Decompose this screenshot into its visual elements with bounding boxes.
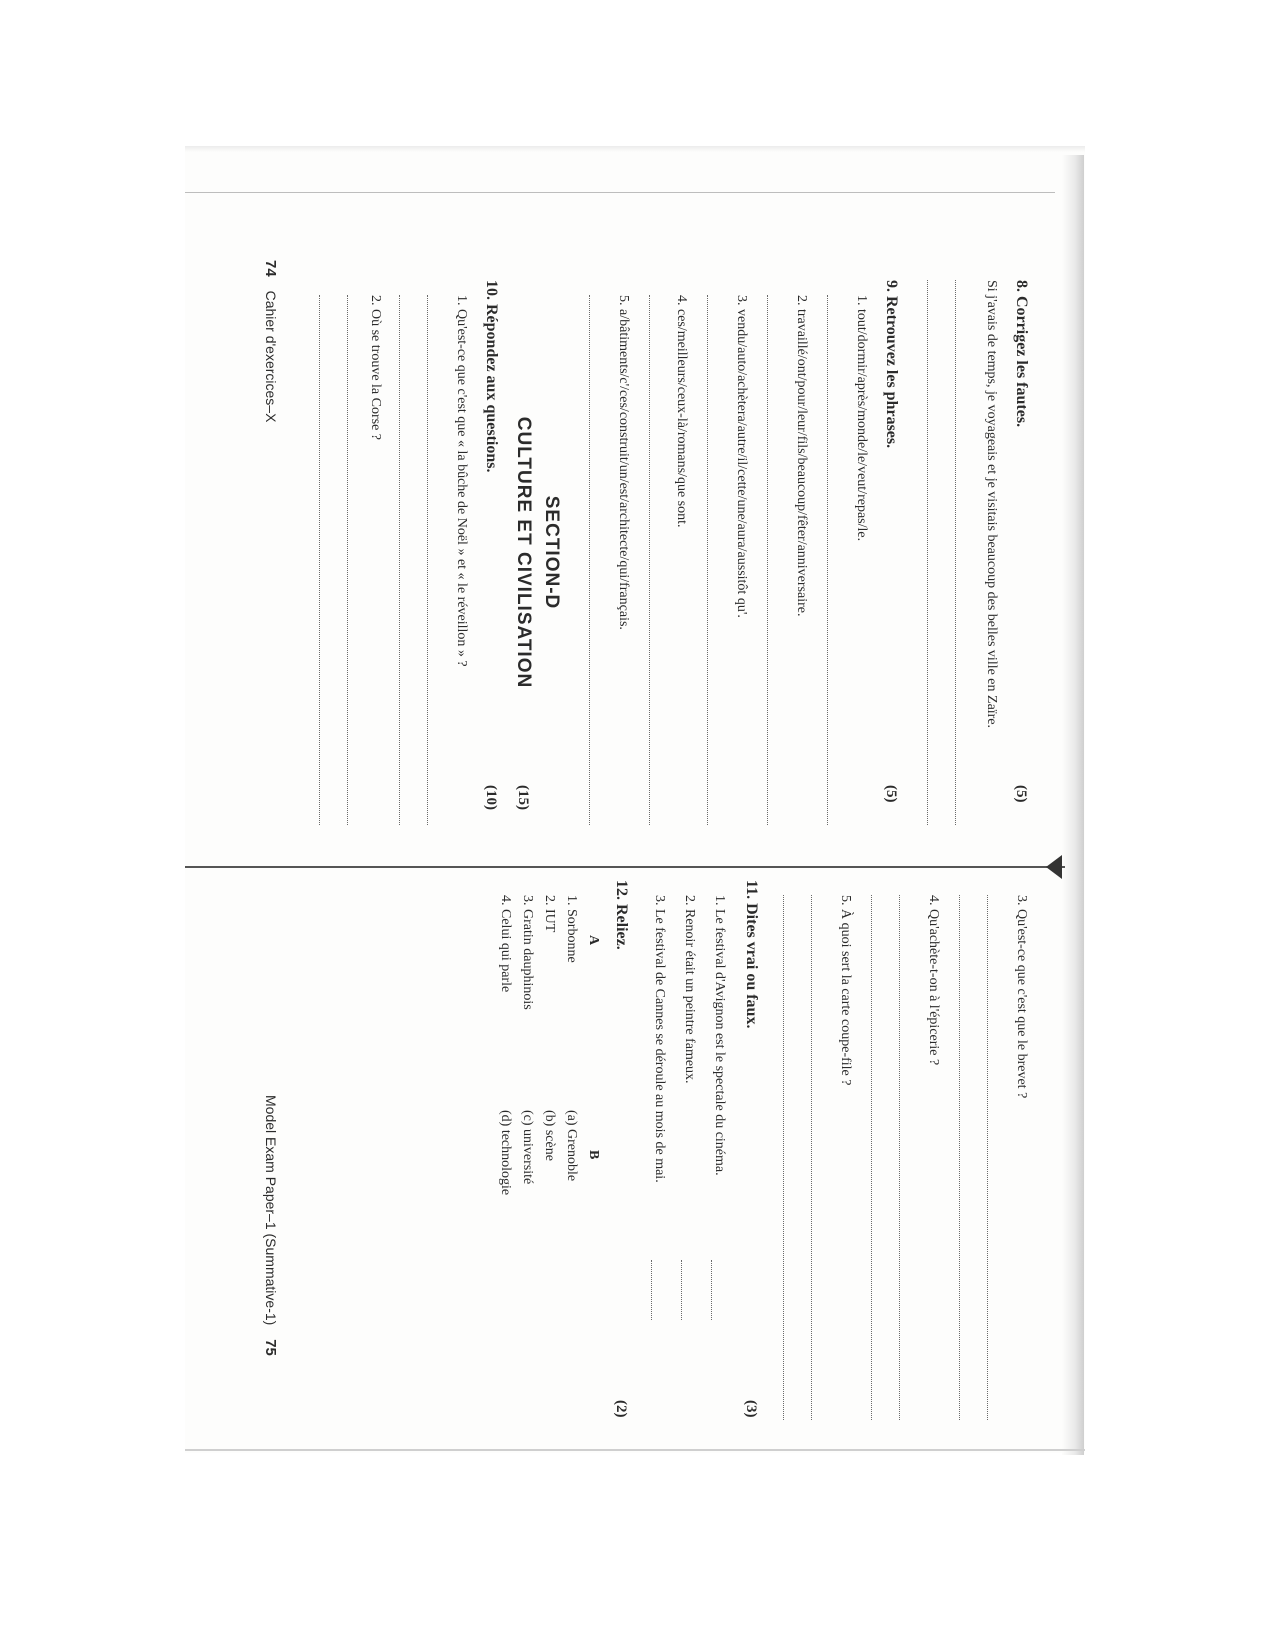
ex11-item-1: 1. Le festival d'Avignon est le spectale du cinéma. <box>712 895 727 1176</box>
ex10-title: 10. Répondez aux questions. <box>483 280 500 473</box>
answer-line[interactable] <box>927 280 928 825</box>
book-binding-edge <box>1062 155 1084 1455</box>
ex10-item-5: 5. À quoi sert la carte coupe-file ? <box>838 895 853 1086</box>
ex12-marks: (2) <box>613 1400 629 1418</box>
ex10-item-3: 3. Qu'est-ce que c'est que le brevet ? <box>1014 895 1029 1099</box>
col-a-item: 1. Sorbonne <box>564 895 579 963</box>
answer-line[interactable] <box>707 295 708 825</box>
page-74 <box>200 240 1060 840</box>
answer-line[interactable] <box>955 280 956 825</box>
column-a-head: A <box>586 935 601 946</box>
ex11-marks: (3) <box>743 1400 759 1418</box>
col-b-item: (d) technologie <box>498 1110 513 1196</box>
ex9-item-5: 5. a/bâtiments/c'/ces/construit/un/est/architecte/qui/français. <box>616 295 631 630</box>
answer-line[interactable] <box>399 295 400 825</box>
ex9-item-4: 4. ces/meilleurs/ceux-là/romans/que sont. <box>674 295 689 528</box>
answer-line[interactable] <box>987 895 988 1420</box>
answer-line[interactable] <box>589 295 590 825</box>
page-footer-left <box>261 260 280 422</box>
page-footer-right <box>261 1095 280 1356</box>
book-title: Model Exam Paper–1 (Summative-1) <box>263 1095 279 1326</box>
col-b-item: (a) Grenoble <box>564 1110 579 1182</box>
rotated-book-spread <box>200 180 1060 1450</box>
ex8-sentence: Si j'avais de temps, je voyageais et je visitais beaucoup des belles ville en Zaïre. <box>984 280 999 729</box>
col-a-item: 3. Gratin dauphinois <box>520 895 535 1010</box>
column-b-head: B <box>586 1150 601 1160</box>
section-heading: SECTION-D <box>541 495 562 610</box>
answer-line[interactable] <box>959 895 960 1420</box>
ex8-marks: (5) <box>1013 785 1029 803</box>
col-b-item: (b) scène <box>542 1110 557 1161</box>
answer-line[interactable] <box>783 895 784 1420</box>
section-subheading: CULTURE ET CIVILISATION <box>513 416 534 689</box>
answer-line[interactable] <box>427 295 428 825</box>
ex9-title: 9. Retrouvez les phrases. <box>883 280 900 449</box>
ex10-marks: (10) <box>483 785 499 810</box>
answer-line[interactable] <box>649 295 650 825</box>
ex11-item-2: 2. Renoir était un peintre fameux. <box>682 895 697 1084</box>
true-false-blank[interactable] <box>681 1260 682 1320</box>
col-b-item: (c) université <box>520 1110 535 1185</box>
section-marks: (15) <box>515 785 531 810</box>
match-column-b <box>492 1110 602 1195</box>
col-a-item: 4. Celui qui parle <box>498 895 513 993</box>
answer-line[interactable] <box>827 295 828 825</box>
page-75 <box>200 860 1060 1460</box>
ex10-item-1: 1. Qu'est-ce que c'est que « la bûche de Noël » et « le réveillon » ? <box>454 295 469 667</box>
true-false-blank[interactable] <box>711 1260 712 1320</box>
ex9-marks: (5) <box>883 785 899 803</box>
ex11-title: 11. Dites vrai ou faux. <box>743 880 760 1029</box>
sheet-top-shadow <box>185 146 1085 152</box>
answer-line[interactable] <box>899 895 900 1420</box>
answer-line[interactable] <box>767 295 768 825</box>
ex12-title: 12. Reliez. <box>613 880 630 950</box>
ex9-item-1: 1. tout/dormir/après/monde/le/veut/repas/le. <box>854 295 869 542</box>
ex11-item-3: 3. Le festival de Cannes se déroule au mois de mai. <box>652 895 667 1183</box>
match-column-a <box>492 895 602 1010</box>
page-number: 74 <box>262 260 279 277</box>
ex10-item-4: 4. Qu'achète-t-on à l'épicerie ? <box>926 895 941 1066</box>
answer-line[interactable] <box>319 295 320 825</box>
ex9-item-2: 2. travaillé/ont/pour/leur/fils/beaucoup/fêter/anniversaire. <box>794 295 809 617</box>
ex8-title: 8. Corrigez les fautes. <box>1013 280 1030 428</box>
page-number: 75 <box>262 1339 279 1356</box>
col-a-item: 2. IUT <box>542 895 557 933</box>
answer-line[interactable] <box>811 895 812 1420</box>
ex9-item-3: 3. vendu/auto/achètera/autre/il/cette/une/aura/aussitôt qu'. <box>734 295 749 618</box>
answer-line[interactable] <box>347 295 348 825</box>
true-false-blank[interactable] <box>651 1260 652 1320</box>
answer-line[interactable] <box>871 895 872 1420</box>
book-title: Cahier d'exercices–X <box>263 290 279 423</box>
ex10-item-2: 2. Où se trouve la Corse ? <box>368 295 383 441</box>
